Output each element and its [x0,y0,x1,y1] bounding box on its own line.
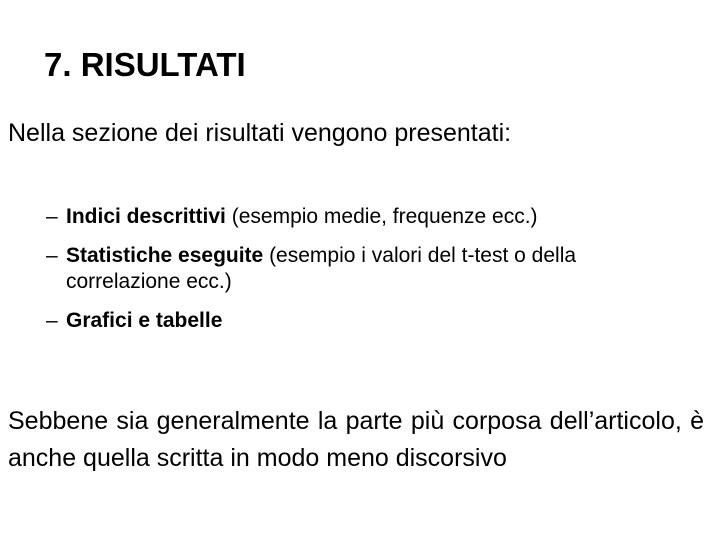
bullet-item-statistics [46,243,696,295]
closing-paragraph: Sebbene sia generalmente la parte più corposa dell’articolo, è anche quella scritta in modo meno discorsivo [8,407,704,472]
bullet-bold-text: Grafici e tabelle [66,309,223,332]
bullet-bold-text: Statistiche eseguite [66,244,264,267]
bullet-item-descriptive-indices [46,204,696,230]
bullet-list [46,204,696,347]
bullet-item-charts-tables [46,308,696,334]
bullet-bold-text: Indici descrittivi [66,205,226,228]
bullet-dash: – [46,205,58,228]
bullet-dash: – [46,244,58,267]
bullet-detail-text: (esempio i valori del t-test o della correlazione ecc.) [66,244,577,293]
bullet-dash: – [46,309,58,332]
intro-text: Nella sezione dei risultati vengono presentati: [8,119,512,147]
bullet-detail-text: (esempio medie, frequenze ecc.) [225,205,538,228]
slide-title: 7. RISULTATI [44,46,246,83]
